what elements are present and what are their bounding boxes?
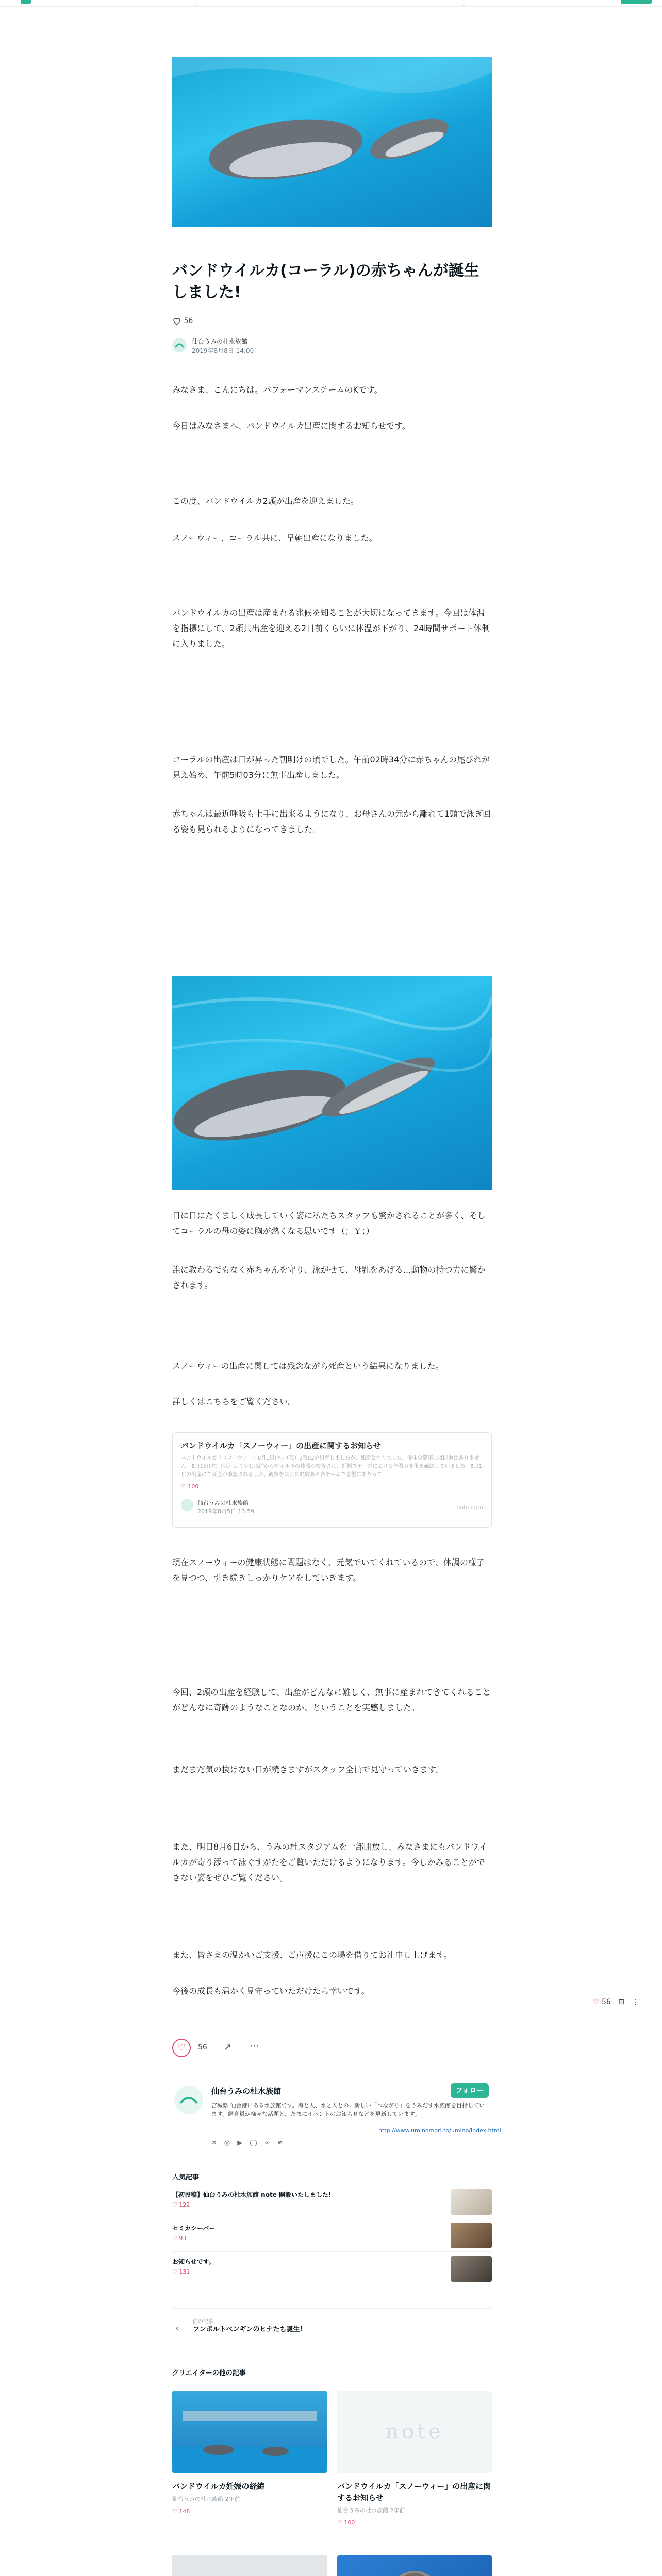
embed-title[interactable]: バンドウイルカ「スノーウィー」の出産に関するお知らせ [181,1441,381,1450]
post-button[interactable] [621,0,652,4]
popular-item[interactable] [172,2187,492,2218]
paragraph-13: 今回、2頭の出産を経験して、出産がどんなに難しく、無事に産まれてきてくれることがどんなに奇跡のようなことなのか、ということを実感しました。 [172,1687,491,1713]
paragraph-8: 日に日にたくましく成長していく姿に私たちスタッフも驚かされることが多く、そしてコーラルの母の姿に胸が熱くなる思いです（；Ｙ；） [172,1211,486,1236]
embed-source: note.com [456,1504,483,1511]
author-name[interactable]: 仙台うみの杜水族館 [192,338,248,345]
embed-likes [181,1483,198,1490]
creator-avatar[interactable] [174,2086,203,2114]
popular-item-like-count: 122 [179,2201,190,2208]
share-icon[interactable]: ↗ [224,2042,232,2053]
popular-item-likes: ♡ 122 [172,2201,190,2208]
note-logo-icon: note [385,2420,444,2444]
card-ago: 2年前 [225,2496,240,2502]
more-options-icon[interactable]: ⋯ [250,2041,259,2052]
popular-item-thumbnail[interactable] [451,2256,492,2282]
creator-link[interactable]: http://www.uminomori.to/umino/index.html [378,2127,501,2134]
paragraph-12: 現在スノーウィーの健康状態に問題はなく、元気でいてくれているので、体調の様子を見つつ、引き続きしっかりケアをしていきます。 [172,1557,485,1583]
top-navigation-bar [0,0,662,7]
paragraph-16: また、皆さまの温かいご支援、ご声援にこの場を借りてお礼申し上げます。 [172,1950,452,1960]
rss-icon[interactable]: ≋ [277,2139,290,2147]
card-like-count: 148 [179,2508,190,2515]
dolphins-illustration [172,57,492,227]
link-icon[interactable]: ∞ [264,2139,277,2147]
like-button[interactable] [172,2039,191,2057]
popular-item-like-count: 93 [179,2235,187,2242]
paragraph-15: また、明日8月6日から、うみの杜スタジアムを一部開放し、みなさまにもバンドウイルカが寄り添って泳ぐすがたをご覧いただけるようになります。今しかみることができない姿をぜひご覧ください。 [172,1842,487,1883]
dolphin-stadium-image [172,2555,327,2576]
heart-icon[interactable] [172,316,181,326]
article-thumbnail[interactable] [172,2555,327,2576]
embedded-article-card[interactable] [172,1432,492,1528]
embed-like-count: 100 [188,1483,199,1490]
dolphin-show-image [172,2391,327,2473]
article-card-likes: ♡ 100 [337,2519,355,2526]
popular-heading: 人気記事 [172,2174,200,2181]
youtube-icon[interactable]: ▶ [237,2139,250,2147]
embed-author: 仙台うみの杜水族館 [197,1500,249,1506]
article-thumbnail-note-placeholder[interactable] [337,2391,492,2473]
article-action-row [172,2038,492,2061]
heart-icon[interactable]: ♡ [593,1998,600,2006]
popular-item-like-count: 131 [179,2268,190,2275]
article-card-likes: ♡ 148 [172,2508,190,2515]
more-icon[interactable]: ⋮ [632,1998,639,2006]
heart-icon: ♡ [177,2042,186,2053]
paragraph-17: 今後の成長も温かく見守っていただけたら幸いです。 [172,1986,370,1996]
popular-item-thumbnail[interactable] [451,2223,492,2248]
note-logo[interactable] [21,0,31,4]
photo-dolphins-swimming [172,976,492,1190]
popular-item-title[interactable]: セミカシーバー [172,2225,216,2232]
search-input[interactable] [196,0,465,6]
embed-date: 2019年8月5日 13:59 [197,1508,255,1515]
popular-item[interactable] [172,2254,492,2285]
like-count-bottom: 56 [198,2043,207,2052]
floating-like-count: 56 [602,1998,611,2006]
article-title: バンドウイルカ(コーラル)の赤ちゃんが誕生しました! [172,262,479,301]
author-block [172,336,492,357]
prev-title[interactable]: フンボルトペンギンのヒナたち誕生! [193,2326,303,2333]
bookmark-icon[interactable]: ⊟ [618,1998,625,2006]
social-icons [211,2139,290,2147]
floating-action-bar [593,1998,639,2006]
creator-name[interactable]: 仙台うみの杜水族館 [211,2087,282,2096]
avatar[interactable] [172,338,187,352]
popular-item-title[interactable]: 【初投稿】仙台うみの杜水族館 note 開設いたしました! [172,2191,332,2198]
embed-avatar [181,1499,193,1511]
popular-item-likes: ♡ 131 [172,2268,190,2275]
article-card-title[interactable]: バンドウイルカ「スノーウィー」の出産に関するお知らせ [337,2482,491,2502]
like-count: 56 [184,317,193,325]
hero-image-dolphin-mother-and-calf [172,57,492,227]
article-card-title[interactable]: バンドウイルカ妊娠の経緯 [172,2482,265,2491]
card-author: 仙台うみの杜水族館 [337,2507,388,2514]
instagram-icon[interactable]: ◎ [224,2139,238,2147]
chevron-left-icon[interactable]: ‹ [175,2323,179,2333]
dolphins-pool-illustration [172,976,492,1190]
penguin-chick-image [337,2555,492,2576]
card-ago: 2年前 [390,2507,405,2514]
article-thumbnail[interactable] [337,2555,492,2576]
prev-label: 前の記事 [193,2319,213,2325]
heart-icon: ♡ [181,1483,186,1490]
creator-bio: 宮城県 仙台港にある水族館です。海と人、水と人との、新しい「つながり」をうみだす水族館を目指しています。飼育員が様々な話題と、たまにイベントのお知らせなどを更新しています。 [211,2102,485,2117]
article-card-meta [337,2506,405,2514]
chat-icon[interactable]: ◯ [250,2139,264,2147]
paragraph-2: 今日はみなさまへ、バンドウイルカ出産に関するお知らせです。 [172,421,410,431]
paragraph-3: この度、バンドウイルカ2頭が出産を迎えました。 [172,496,359,506]
article-card-meta [172,2495,240,2503]
popular-item-title[interactable]: お知らせです。 [172,2258,215,2265]
article-like-count [172,316,492,327]
paragraph-4: スノーウィー、コーラル共に、早朝出産になりました。 [172,533,377,543]
card-like-count: 100 [344,2519,355,2526]
paragraph-10: スノーウィーの出産に関しては残念ながら死産という結果になりました。 [172,1361,444,1371]
card-author: 仙台うみの杜水族館 [172,2496,223,2502]
paragraph-14: まだまだ気の抜けない日が続きますがスタッフ全員で見守っていきます。 [172,1765,444,1774]
paragraph-9: 誰に教わるでもなく赤ちゃんを守り、泳がせて、母乳をあげる…動物の持つ力に驚かされます。 [172,1265,486,1290]
paragraph-11: 詳しくはこちらをご覧ください。 [172,1397,296,1406]
paragraph-5: バンドウイルカの出産は産まれる兆候を知ることが大切になってきます。今回は体温を指標にして、2頭共出産を迎える2日前くらいに体温が下がり、24時間サポート体制に入りました。 [172,608,490,649]
popular-item-likes: ♡ 93 [172,2235,187,2242]
publish-date: 2019年8月8日 14:00 [192,347,254,354]
paragraph-1: みなさま、こんにちは。パフォーマンスチームのKです。 [172,385,383,395]
previous-article-link[interactable] [172,2308,492,2350]
popular-item-thumbnail[interactable] [451,2189,492,2215]
paragraph-6: コーラルの出産は日が昇った朝明けの頃でした。午前02時34分に赤ちゃんの尾びれが見え始め、午前5時03分に無事出産しました。 [172,755,490,780]
paragraph-7: 赤ちゃんは最近呼吸も上手に出来るようになり、お母さんの元から離れて1頭で泳ぎ回る姿も見られるようになってきました。 [172,809,491,834]
other-articles-heading: クリエイターの他の記事 [172,2369,246,2377]
follow-button[interactable]: フォロー [451,2083,489,2098]
embed-excerpt: バンドウイルカ「スノーウィー」8月1日(木)（死）2時02分出産しましたが、死産となりました。母体の健康には問題はありません。8月1日(木)（死）より少し以前から母イルカの体温が検査され、妊娠ステージにおける体温の変化を確認していました。8月1日の出産にて死産が確認されました。観察をはじめ経験ある各チームで事態にあたって… [181,1455,483,1478]
x-icon[interactable]: ✕ [211,2139,224,2147]
creator-profile [172,2074,501,2156]
popular-item[interactable] [172,2221,492,2252]
article-thumbnail[interactable] [172,2391,327,2473]
